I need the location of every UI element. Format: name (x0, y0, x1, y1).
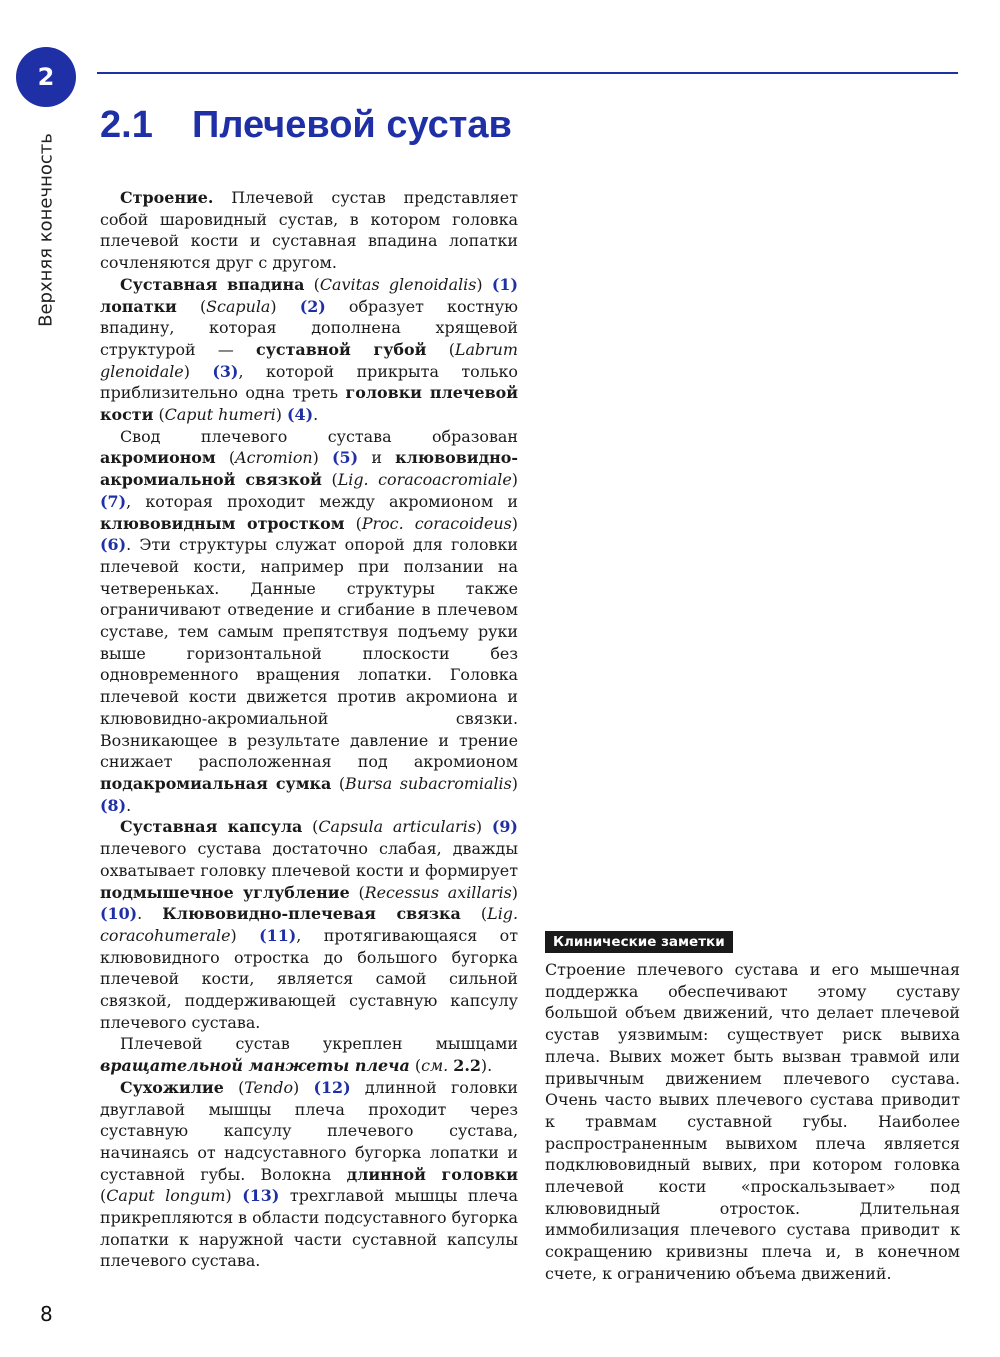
figure-ref: (3) (212, 361, 239, 381)
latin-term: Scapula (206, 296, 271, 316)
text-run: ( (344, 513, 362, 533)
text-run: . (313, 405, 319, 425)
term: клювовидным отростком (100, 513, 345, 533)
text-run: ) (511, 882, 518, 902)
text-run: , протягивающаяся от клювовидного отростка до большого бугорка плечевой кости, является самой сильной связкой, поддерживающей суставную капсулу плечевого сустава. (100, 925, 518, 1032)
term: лопатки (100, 296, 177, 316)
term: Суставная капсула (120, 817, 303, 837)
paragraph-structure (100, 187, 518, 274)
latin-term: Proc. coracoideus (361, 513, 512, 533)
figure-ref: (13) (242, 1186, 280, 1206)
latin-term: Capsula articularis (318, 817, 476, 837)
clinical-notes-text: Строение плечевого сустава и его мышечная поддержка обеспечивают этому суставу большой объем движений, что делает плечевой сустав уязвимым: существует риск вывиха плеча. Вывих может быть вызван травмой или привычным движением плечевого сустава. Очень часто вывих плечевого сустава приводит к травмам суставной губы. Наиболее распространенным вывихом плеча является подклювовидный вывих, при котором головка плечевой кости «проскальзывает» под клювовидный отросток. Длительная иммобилизация плечевого сустава приводит к сокращению кривизны плеча и, в конечном счете, к ограничению объема движений. (545, 960, 960, 1283)
text-run: ( (153, 405, 165, 425)
text-run: . (137, 904, 163, 924)
text-run: ) (293, 1077, 314, 1097)
section-number: 2.1 (100, 104, 153, 146)
latin-term: Tendo (244, 1077, 294, 1097)
latin-term: Caput humeri (164, 405, 276, 425)
term: клювовидно-акромиальной связкой (100, 448, 518, 490)
text-run: ) (225, 1186, 243, 1206)
section-ref: 2.2 (453, 1056, 481, 1076)
latin-term: Lig. coracoacromiale (337, 470, 512, 490)
text-run: ( (321, 470, 338, 490)
term: акромионом (100, 448, 216, 468)
text-run: , которой прикрыта только приблизительно одна треть (100, 361, 518, 403)
text-run: ) (275, 405, 288, 425)
text-run: Свод плечевого сустава образован (120, 426, 518, 446)
term: Клювовидно-плечевая связка (162, 904, 461, 924)
text-run: ( (100, 1186, 107, 1206)
term: подмышечное углубление (100, 882, 350, 902)
text-run: ( (460, 904, 488, 924)
latin-term: Caput longum (106, 1186, 226, 1206)
paragraph-rotator-cuff (100, 1033, 518, 1076)
paragraph-capsule (100, 816, 518, 1033)
text-run: ( (215, 448, 236, 468)
text-run: ) (511, 470, 518, 490)
figure-ref: (8) (100, 795, 127, 815)
text-run: длинной головки двуглавой мышцы плеча проходит через суставную капсулу плечевого сустава, начинаясь от надсуставного бугорка лопатки и суставной губы. Волокна (100, 1077, 518, 1184)
text-run: ( (223, 1077, 245, 1097)
text-run: ) (270, 296, 300, 316)
term: головки плечевой кости (100, 383, 518, 425)
figure-ref: (7) (100, 491, 127, 511)
figure-ref: (12) (313, 1077, 351, 1097)
figure-ref: (9) (491, 817, 518, 837)
text-run: Плечевой сустав представляет собой шаровидный сустав, в котором головка плечевой кости и суставная впадина лопатки сочленяются друг с другом. (100, 188, 518, 273)
term: длинной головки (346, 1164, 518, 1184)
figure-ref: (1) (491, 274, 518, 294)
clinical-notes-box (545, 931, 960, 1285)
text-run: ( (331, 773, 346, 793)
figure-ref: (10) (100, 904, 138, 924)
text-run: ) (511, 773, 518, 793)
term: Сухожилие (120, 1077, 224, 1097)
chapter-side-label: Верхняя конечность (35, 133, 57, 327)
clinical-notes-heading: Клинические заметки (545, 931, 733, 953)
figure-ref: (4) (287, 405, 314, 425)
text-run: плечевого сустава достаточно слабая, дважды охватывает головку плечевой кости и формирует (100, 839, 518, 880)
figure-ref: (2) (299, 296, 326, 316)
figure-ref: (6) (100, 535, 127, 555)
term: Суставная впадина (120, 274, 305, 294)
header-rule (97, 72, 958, 74)
latin-term: Labrum glenoidale (100, 339, 518, 381)
figure-ref: (11) (259, 925, 297, 945)
latin-term: Acromion (235, 448, 313, 468)
text-run: трехглавой мышцы плеча прикрепляются в области подсуставного бугорка лопатки к наружной части суставной капсулы плечевого сустава. (100, 1186, 518, 1271)
text-run: ) (475, 817, 492, 837)
see-ref: см. (421, 1056, 449, 1076)
text-run: ) (183, 361, 213, 381)
text-run: ( (349, 882, 365, 902)
paragraph-vault (100, 426, 518, 817)
latin-term: Recessus axillaris (364, 882, 512, 902)
text-run: . (126, 795, 132, 815)
section-title-text: Плечевой сустав (192, 104, 512, 146)
section-title (100, 104, 512, 147)
paragraph-tendon (100, 1077, 518, 1272)
text-run: образует костную впадину, которая дополнена хрящевой структурой — (100, 296, 518, 359)
latin-term: Bursa subacromialis (345, 773, 512, 793)
term: Строение. (120, 188, 214, 207)
text-run: . Эти структуры служат опорой для головки плечевой кости, например при ползании на четвереньках. Данные структуры также ограничивают отведение и сгибание в плечевом суставе, тем самым препятствуя подъему руки выше горизонтальной плоскости без одновременного вращения лопатки. Головка плечевой кости движется против акромиона и клювовидно-акромиальной связки. Возникающее в результате давление и трение снижает расположенная под акромионом (100, 535, 518, 772)
text-run: ( (302, 817, 319, 837)
text-run: и (358, 448, 396, 468)
text-run: ) (312, 448, 333, 468)
latin-term: Lig. coracohumerale (100, 904, 518, 945)
latin-term: Cavitas glenoidalis (319, 274, 477, 294)
page-number: 8 (40, 1302, 53, 1326)
text-run: ( (409, 1056, 422, 1076)
term: суставной губой (256, 339, 427, 359)
text-run: ) (511, 513, 518, 533)
term: подакромиальная сумка (100, 773, 332, 793)
paragraph-glenoid (100, 274, 518, 426)
text-run: ) (476, 274, 492, 294)
term: вращательной манжеты плеча (100, 1056, 410, 1076)
main-text-column (100, 187, 518, 1272)
text-run: , которая проходит между акромионом и (126, 491, 518, 511)
text-run: ) (230, 925, 260, 945)
text-run: Плечевой сустав укреплен мышцами (120, 1034, 518, 1054)
text-run: ( (426, 339, 455, 359)
figure-ref: (5) (332, 448, 359, 468)
chapter-number-badge: 2 (16, 47, 76, 107)
text-run: ). (480, 1056, 493, 1076)
text-run: ( (176, 296, 207, 316)
text-run: ( (304, 274, 320, 294)
